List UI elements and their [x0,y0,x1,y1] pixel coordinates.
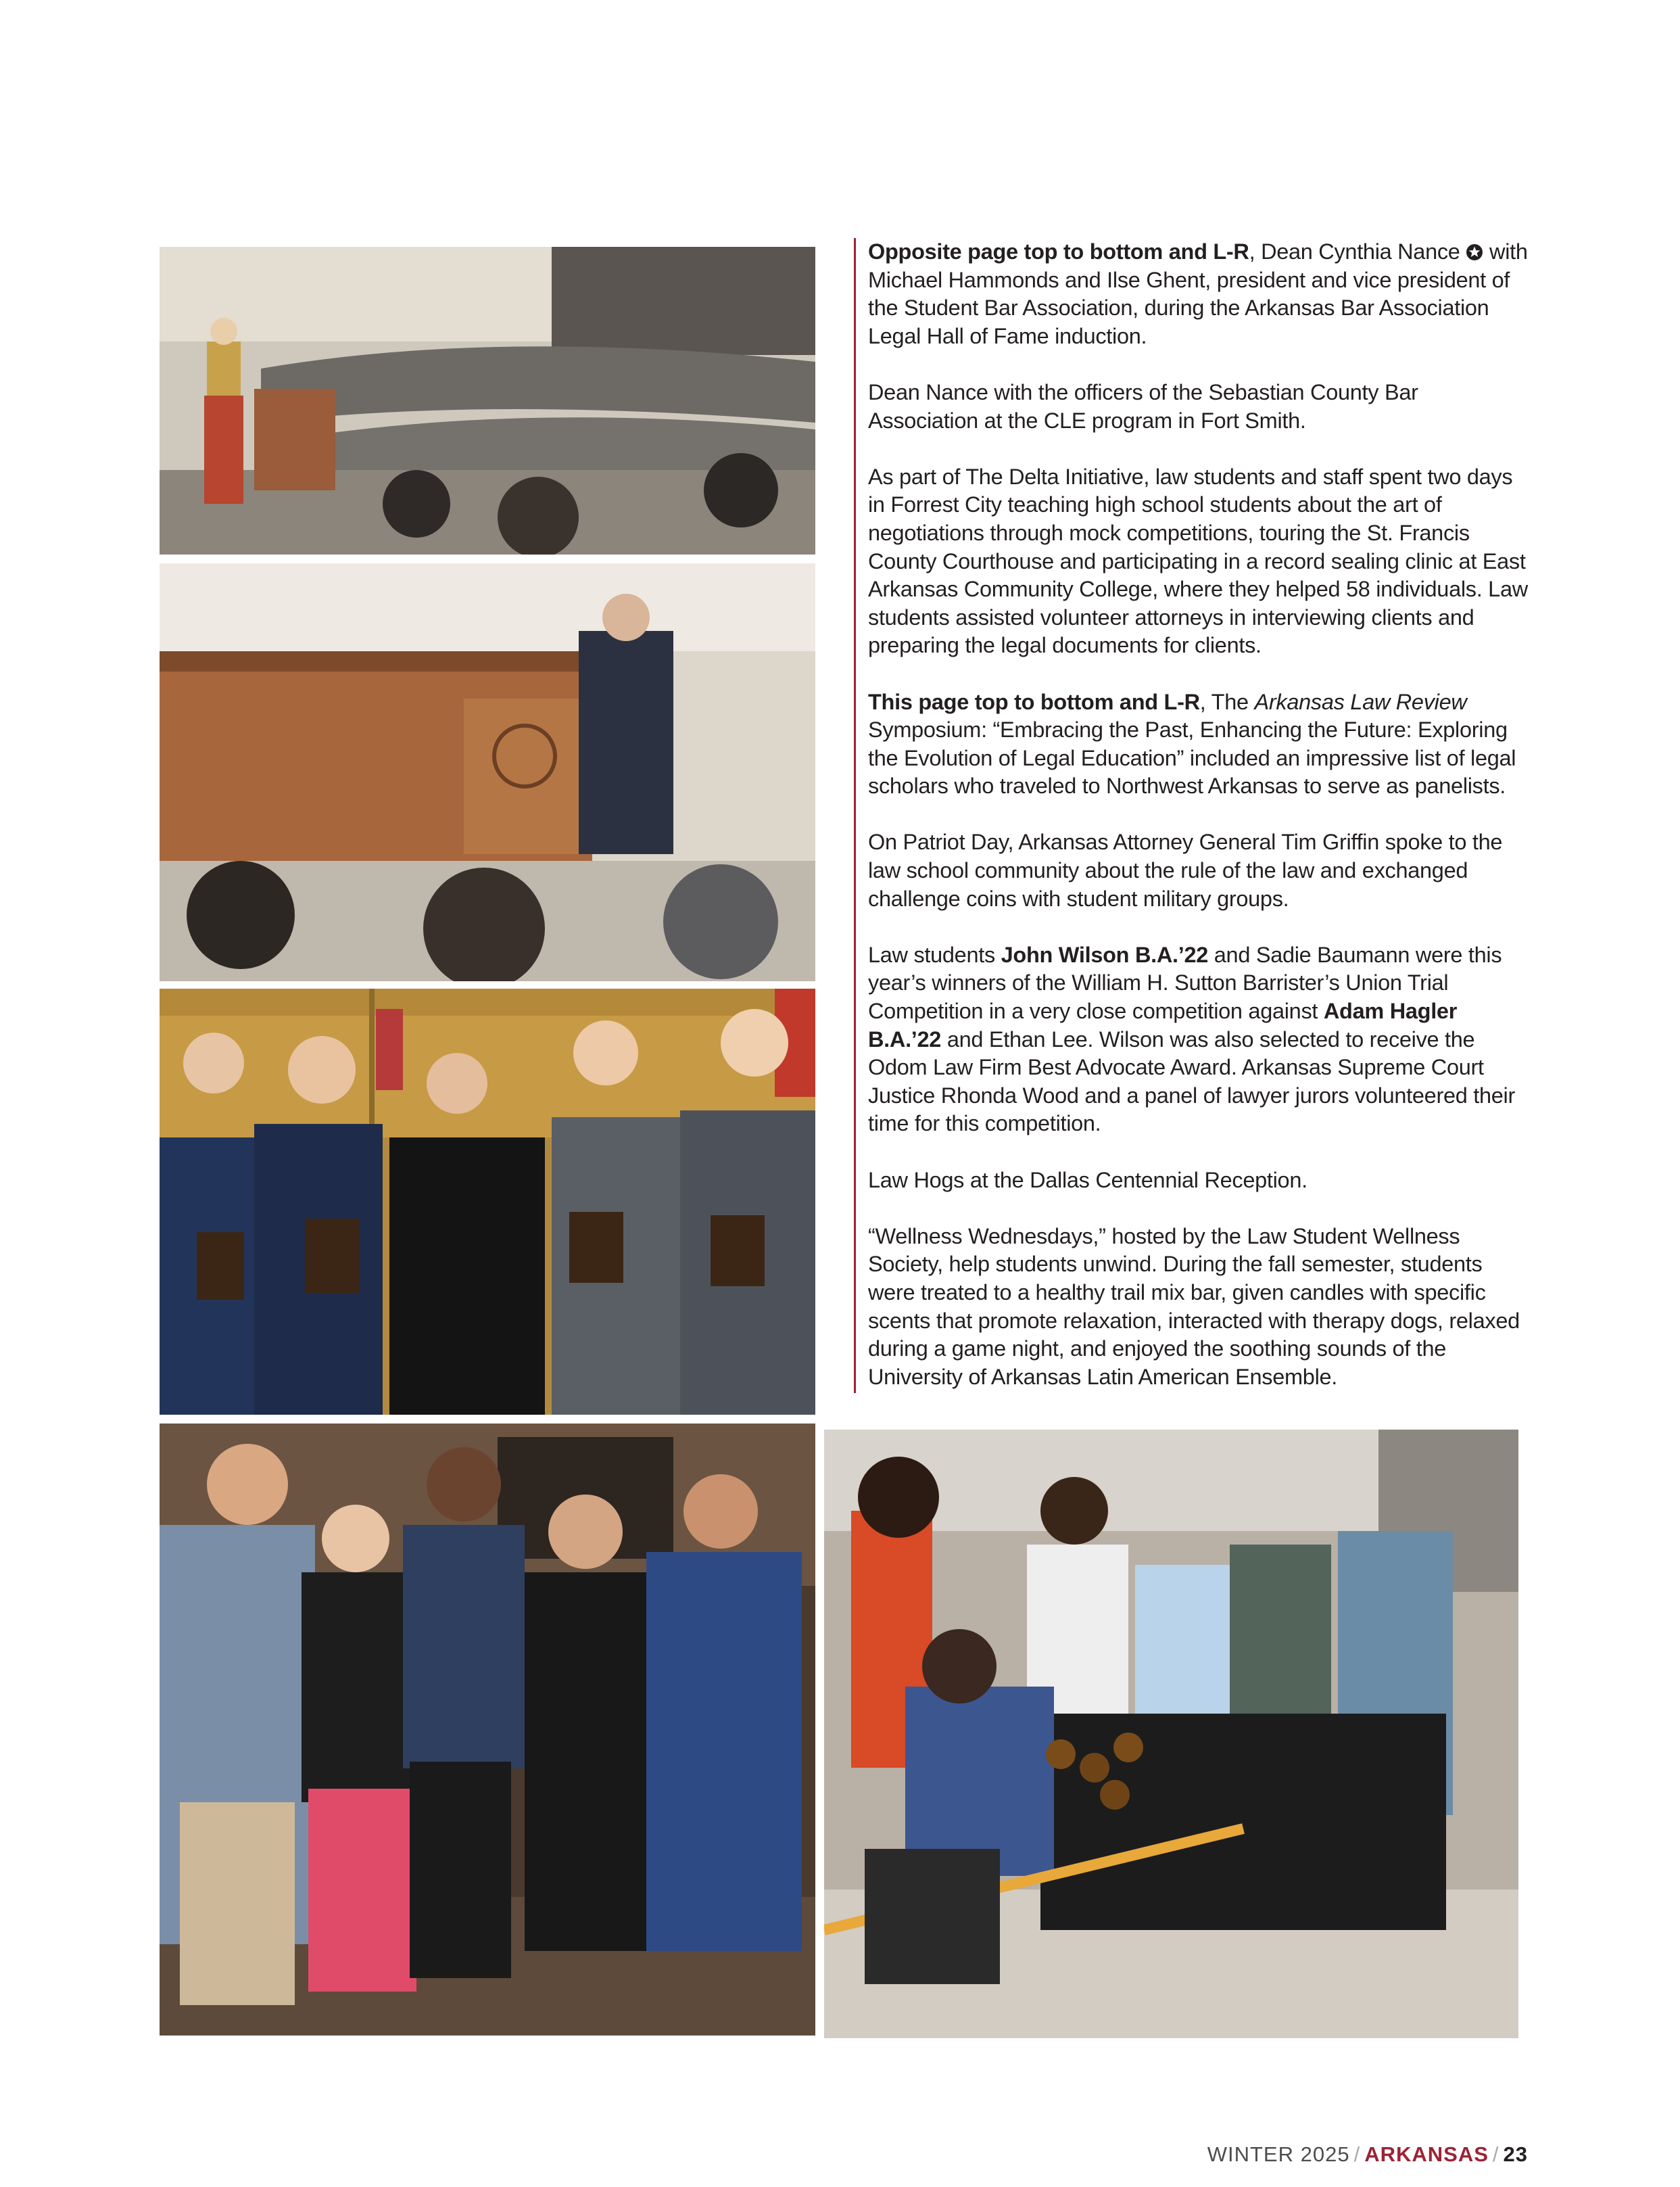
caption-lead: This page top to bottom and L-R [868,689,1200,714]
caption-this-page: This page top to bottom and L-R, The Arkansas Law Review Symposium: “Embracing the Past, Enhancing the Future: Exploring the Evolution of Legal Education” included an impressive list of legal scholars who traveled to Northwest Arkansas to serve as panelists. [868,689,1516,799]
alumnus-name: John Wilson B.A.’22 [1001,942,1209,967]
caption-column [854,238,1530,1393]
photo-trial-competition-winners [160,989,815,1415]
caption-lead: Opposite page top to bottom and L-R [868,239,1249,264]
folio-magazine-name: ARKANSAS [1364,2142,1489,2166]
star-badge-icon [1466,240,1483,258]
folio-separator: / [1492,2142,1499,2166]
caption-trial-competition: Law students John Wilson B.A.’22 and Sadie Baumann were this year’s winners of the William H. Sutton Barrister’s Union Trial Competition in a very close competition against Adam Hagler B.A.’22 and Ethan Lee. Wilson was also selected to receive the Odom Law Firm Best Advocate Award. Arkansas Supreme Court Justice Rhonda Wood and a panel of lawyer jurors volunteered their time for this competition. [868,942,1515,1136]
page-number: 23 [1503,2142,1528,2166]
caption-opposite-page: Opposite page top to bottom and L-R, Dean Cynthia Nance with Michael Hammonds and Ilse Ghent, president and vice president of the Student Bar Association, during the Arkansas Bar Association Legal Hall of Fame induction. [868,239,1528,348]
folio-issue: WINTER 2025 [1207,2142,1350,2166]
caption-sebastian-county: Dean Nance with the officers of the Sebastian County Bar Association at the CLE program in Fort Smith. [868,379,1418,433]
caption-law-hogs: Law Hogs at the Dallas Centennial Reception. [868,1167,1307,1192]
publication-title: Arkansas Law Review [1254,689,1467,714]
caption-delta-initiative: As part of The Delta Initiative, law students and staff spent two days in Forrest City teaching high school students about the art of negotiations through mock competitions, touring the St. Francis County Courthouse and participating in a record sealing clinic at East Arkansas Community College, where they helped 58 individuals. Law students assisted volunteer attorneys in interviewing clients and preparing the legal documents for clients. [868,464,1528,658]
photo-dallas-reception [160,1424,815,2036]
photo-lecture-hall [160,247,815,555]
photo-wellness-wednesday [824,1430,1518,2038]
caption-wellness-wednesdays: “Wellness Wednesdays,” hosted by the Law Student Wellness Society, help students unwind. During the fall semester, students were treated to a healthy trail mix bar, given candles with specific scents that promote relaxation, interacted with therapy dogs, relaxed during a game night, and enjoyed the soothing sounds of the University of Arkansas Latin American Ensemble. [868,1223,1520,1389]
folio-separator: / [1353,2142,1361,2166]
page-folio [1176,2142,1528,2167]
caption-patriot-day: On Patriot Day, Arkansas Attorney General Tim Griffin spoke to the law school community about the rule of the law and exchanged challenge coins with student military groups. [868,830,1503,911]
alumnus-name: Adam Hagler B.A.’22 [868,999,1458,1052]
photo-courtroom-speaker [160,563,815,981]
